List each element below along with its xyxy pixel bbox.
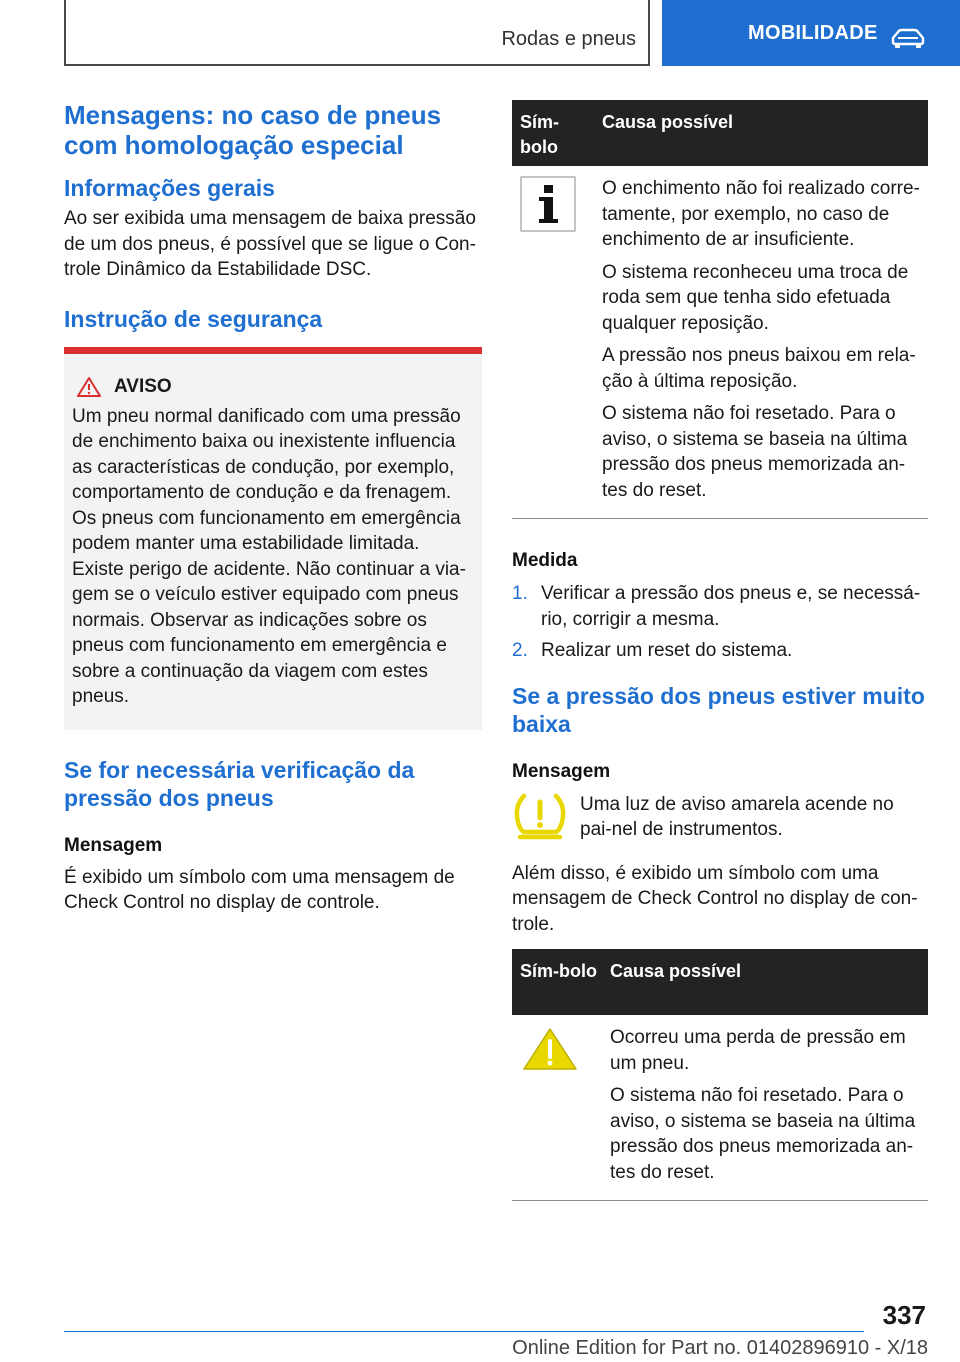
warning-triangle-icon: [76, 376, 102, 398]
car-icon: [890, 28, 926, 50]
warning-lamp-row: [512, 792, 928, 843]
measure-steps: [512, 581, 928, 664]
table-row: [512, 1015, 928, 1201]
warning-triangle-icon: [520, 1025, 580, 1073]
info-icon: [520, 176, 576, 232]
additional-info-text: Além disso, é exibido um símbolo com uma mensagem de Check Control no display de con-trole.: [512, 862, 918, 935]
cause-column-header: Causa possível: [610, 961, 742, 981]
general-info-heading: Informações gerais: [64, 175, 275, 201]
left-column: [64, 100, 482, 916]
edition-footer: Online Edition for Part no. 01402896910 - X/18: [512, 1337, 928, 1359]
tire-pressure-warning-icon: [512, 792, 568, 842]
cause-text: O enchimento não foi realizado corre-tamente, por exemplo, no caso de enchimento de ar insuficiente.: [602, 178, 920, 250]
cause-column-header: Causa possível: [602, 112, 734, 132]
footer-divider: [64, 1331, 864, 1332]
symbol-column-header: Sím-bolo: [520, 112, 560, 157]
warning-title-row: [72, 376, 474, 398]
table-header: [512, 949, 928, 1015]
mobility-tab[interactable]: [662, 0, 960, 66]
measure-heading: Medida: [512, 550, 578, 571]
general-info-text: Ao ser exibida uma mensagem de baixa pressão de um dos pneus, é possível que se ligue o Con-trole Dinâmico da Estabilidade DSC.: [64, 208, 476, 280]
warning-lamp-text: Uma luz de aviso amarela acende no pai-nel de instrumentos.: [580, 793, 894, 840]
table-row: [512, 166, 928, 519]
warning-title: AVISO: [114, 375, 172, 397]
step-text: Verificar a pressão dos pneus e, se necessá-rio, corrigir a mesma.: [541, 583, 921, 630]
check-heading: Se for necessária verificação da pressão dos pneus: [64, 756, 415, 811]
warning-text: Um pneu normal danificado com uma pressão de enchimento baixa ou inexistente influencia as características de condução, por exemplo, comportamento de condução e da frenagem. Os pneus com funcionamento em emergência podem manter uma estabilidade limitada. Existe perigo de acidente. Não continuar a via-gem se o veículo estiver equipado com pneus normais. Observar as indicações sobre os pneus com funcionamento em emergência e sobre a continuação da viagem com estes pneus.: [72, 405, 466, 707]
page-title: Mensagens: no caso de pneus com homologação especial: [64, 100, 442, 160]
warning-box: [64, 347, 482, 730]
cause-text: A pressão nos pneus baixou em rela-ção à última reposição.: [602, 345, 916, 392]
cause-table-2: [512, 949, 928, 1201]
cause-text: O sistema não foi resetado. Para o aviso, o sistema se baseia na última pressão dos pneus memorizada an-tes do reset.: [610, 1085, 916, 1183]
list-item: [512, 638, 928, 664]
message-label-right: Mensagem: [512, 760, 611, 782]
list-item: [512, 581, 928, 632]
cause-text: Ocorreu uma perda de pressão em um pneu.: [610, 1027, 906, 1074]
step-text: Realizar um reset do sistema.: [541, 640, 793, 661]
step-number: 1.: [512, 583, 528, 604]
message-text: É exibido um símbolo com uma mensagem de Check Control no display de controle.: [64, 866, 455, 913]
safety-heading: Instrução de segurança: [64, 305, 323, 332]
low-pressure-heading: Se a pressão dos pneus estiver muito baixa: [512, 682, 925, 737]
cause-table-1: [512, 100, 928, 519]
table-header: [512, 100, 928, 166]
cause-text: O sistema reconheceu uma troca de roda sem que tenha sido efetuada qualquer reposição.: [602, 261, 909, 334]
section-title: Rodas e pneus: [501, 28, 636, 50]
page-number: 337: [882, 1300, 926, 1330]
message-label: Mensagem: [64, 834, 163, 856]
right-column: [512, 100, 928, 1201]
mobility-tab-label: MOBILIDADE: [748, 21, 878, 44]
cause-text: O sistema não foi resetado. Para o aviso, o sistema se baseia na última pressão dos pneus memorizada an-tes do reset.: [602, 403, 908, 501]
step-number: 2.: [512, 640, 528, 661]
symbol-column-header: Sím-bolo: [520, 961, 597, 981]
